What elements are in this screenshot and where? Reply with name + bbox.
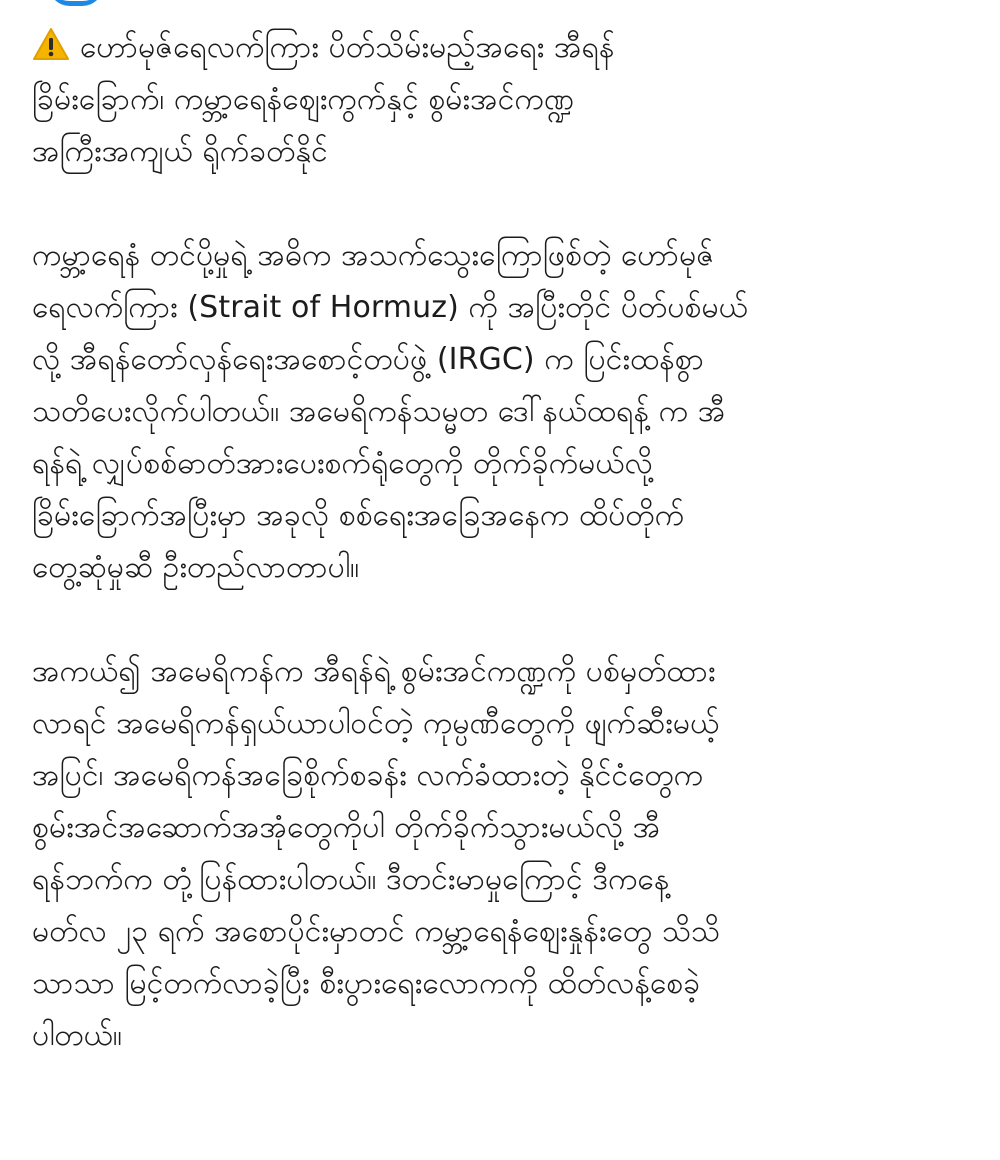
avatar-edge (48, 0, 104, 6)
post-headline (32, 22, 972, 178)
warning-icon (32, 27, 70, 61)
post-paragraph-1: ကမ္ဘာ့ရေနံ တင်ပို့မှုရဲ့ အဓိက အသက်သွေးကြောဖြစ်တဲ့ ဟော်မုဇ် ရေလက်ကြား (Strait of Hormuz) ကို အပြီးတိုင် ပိတ်ပစ်မယ် လို့ အီရန်တော်လှန်ရေးအစောင့်တပ်ဖွဲ့ (IRGC) က ပြင်းထန်စွာ သတိပေးလိုက်ပါတယ်။ အမေရိကန်သမ္မတ ဒေါ်နယ်ထရန့် က အီ ရန်ရဲ့ လျှပ်စစ်ဓာတ်အားပေးစက်ရုံတွေကို တိုက်ခိုက်မယ်လို့ ခြိမ်းခြောက်အပြီးမှာ အခုလို စစ်ရေးအခြေအနေက ထိပ်တိုက် တွေ့ဆုံမှုဆီ ဦးတည်လာတာပါ။ (32, 238, 748, 585)
post-paragraph-2: အကယ်၍ အမေရိကန်က အီရန်ရဲ့ စွမ်းအင်ကဏ္ဍကို ပစ်မှတ်ထား လာရင် အမေရိကန်ရှယ်ယာပါဝင်တဲ့ ကုမ္ပဏီတွေကို ဖျက်ဆီးမယ့် အပြင်၊ အမေရိကန်အခြေစိုက်စခန်း လက်ခံထားတဲ့ နိုင်ငံတွေက စွမ်းအင်အဆောက်အအုံတွေကိုပါ တိုက်ခိုက်သွားမယ်လို့ အီ ရန်ဘက်က တုံ့ပြန်ထားပါတယ်။ ဒီတင်းမာမှုကြောင့် ဒီကနေ့ မတ်လ ၂၃ ရက် အစောပိုင်းမှာတင် ကမ္ဘာ့ရေနံဈေးနှုန်းတွေ သိသိ သာသာ မြင့်တက်လာခဲ့ပြီး စီးပွားရေးလောကကို ထိတ်လန့်စေခဲ့ ပါတယ်။ (32, 654, 721, 1053)
post-body (32, 22, 972, 1062)
headline-rest: ခြိမ်းခြောက်၊ ကမ္ဘာ့ရေနံဈေးကွက်နှင့် စွမ်းအင်ကဏ္ဍ အကြီးအကျယ် ရိုက်ခတ်နိုင် (32, 82, 575, 169)
headline-first-line: ဟော်မုဇ်ရေလက်ကြား ပိတ်သိမ်းမည့်အရေး အီရန် (80, 30, 615, 65)
